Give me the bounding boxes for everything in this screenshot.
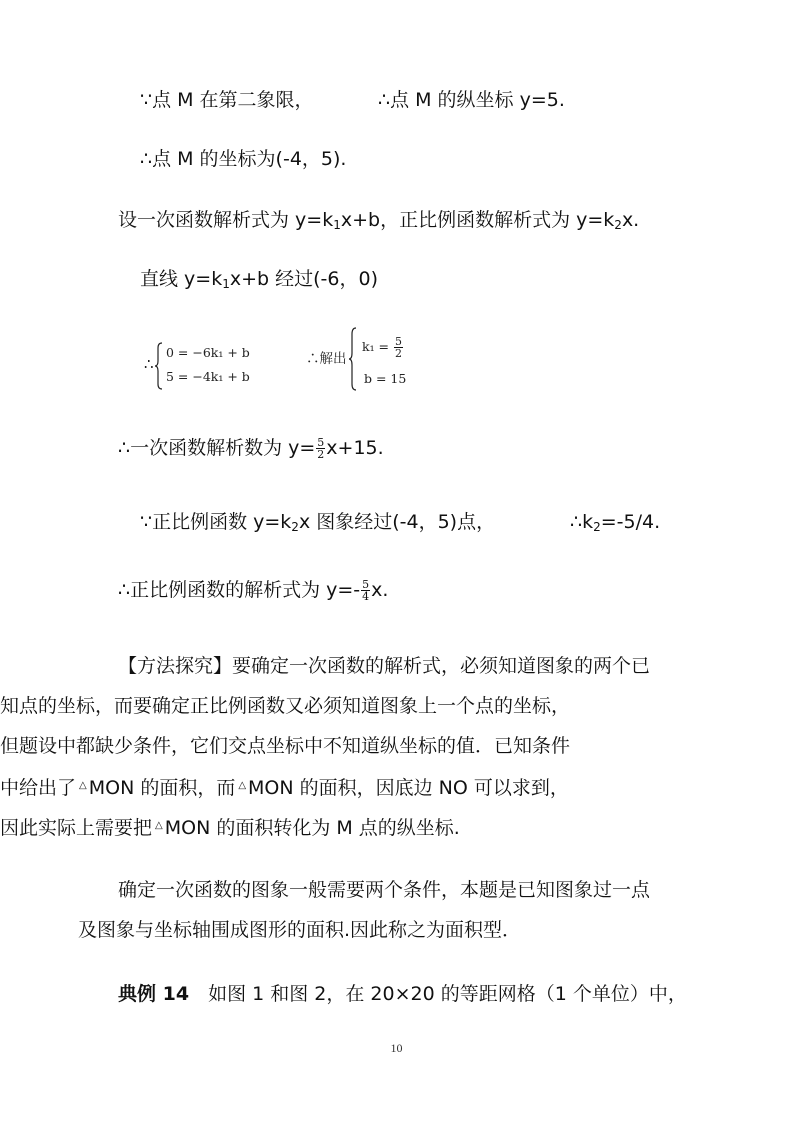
method-row-1: 【方法探究】要确定一次函数的解析式，必须知道图象的两个已	[118, 655, 651, 677]
line-m-coordinates: ∴点 M 的坐标为(-4，5).	[140, 148, 347, 170]
line-linear-result: ∴一次函数解析数为 y= $\frac{5}{2}$ x+15.	[118, 436, 384, 461]
solution-row-1: k₁ = $\frac{5}{2}$	[362, 335, 403, 360]
right-brace-icon	[348, 327, 358, 391]
therefore-symbol-left: ∴	[144, 355, 154, 373]
method-row-5: 因此实际上需要把 △ MON 的面积转化为 M 点的纵坐标.	[0, 817, 460, 839]
method-row-3: 但题设中都缺少条件，它们交点坐标中不知道纵坐标的值．已知条件	[0, 735, 571, 757]
method-row-2: 知点的坐标，而要确定正比例函数又必须知道图象上一个点的坐标，	[0, 695, 571, 717]
summary-row-1: 确定一次函数的图象一般需要两个条件，本题是已知图象过一点	[118, 879, 651, 901]
example-heading: 典例 14 如图 1 和图 2，在 20×20 的等距网格（1 个单位）中，	[118, 983, 687, 1005]
left-brace-icon	[154, 342, 164, 390]
line-proportional-result: ∴正比例函数的解析式为 y=- $\frac{5}{4}$ x.	[118, 578, 389, 603]
equation-row-2: 5 = −4k₁ + b	[166, 369, 250, 384]
summary-row-2: 及图象与坐标轴围成图形的面积.因此称之为面积型．	[78, 919, 522, 941]
solution-row-2: b = 15	[364, 371, 407, 386]
method-row-4: 中给出了 △ MON 的面积，而 △ MON 的面积，因底边 NO 可以求到，	[0, 777, 569, 799]
line-k2-value: $\therefore k_2=-5/4$.	[570, 511, 661, 534]
fraction-five-halves: $\frac{5}{2}$	[317, 436, 325, 461]
line-m-quadrant: ∵点 M 在第二象限，	[140, 89, 314, 111]
line-passes-point: 直线 $y=k_1x+b$ 经过(-6，0)	[140, 268, 378, 291]
solve-label: ∴解出	[306, 351, 347, 367]
fraction-five-quarters: $\frac{5}{4}$	[362, 578, 370, 603]
line-proportional-point: ∵正比例函数 $y=k_2x$ 图象经过(-4，5)点，	[140, 511, 496, 534]
line-function-setup: 设一次函数解析式为 $y=k_1x+b$，正比例函数解析式为 $y=k_2x$.	[118, 209, 640, 232]
method-paragraph	[0, 646, 718, 846]
example-label: 典例 14	[118, 983, 190, 1005]
line-m-ycoord: ∴点 M 的纵坐标 y=5.	[378, 89, 565, 111]
page-number: 10	[390, 1041, 403, 1055]
equation-row-1: 0 = −6k₁ + b	[166, 345, 250, 360]
